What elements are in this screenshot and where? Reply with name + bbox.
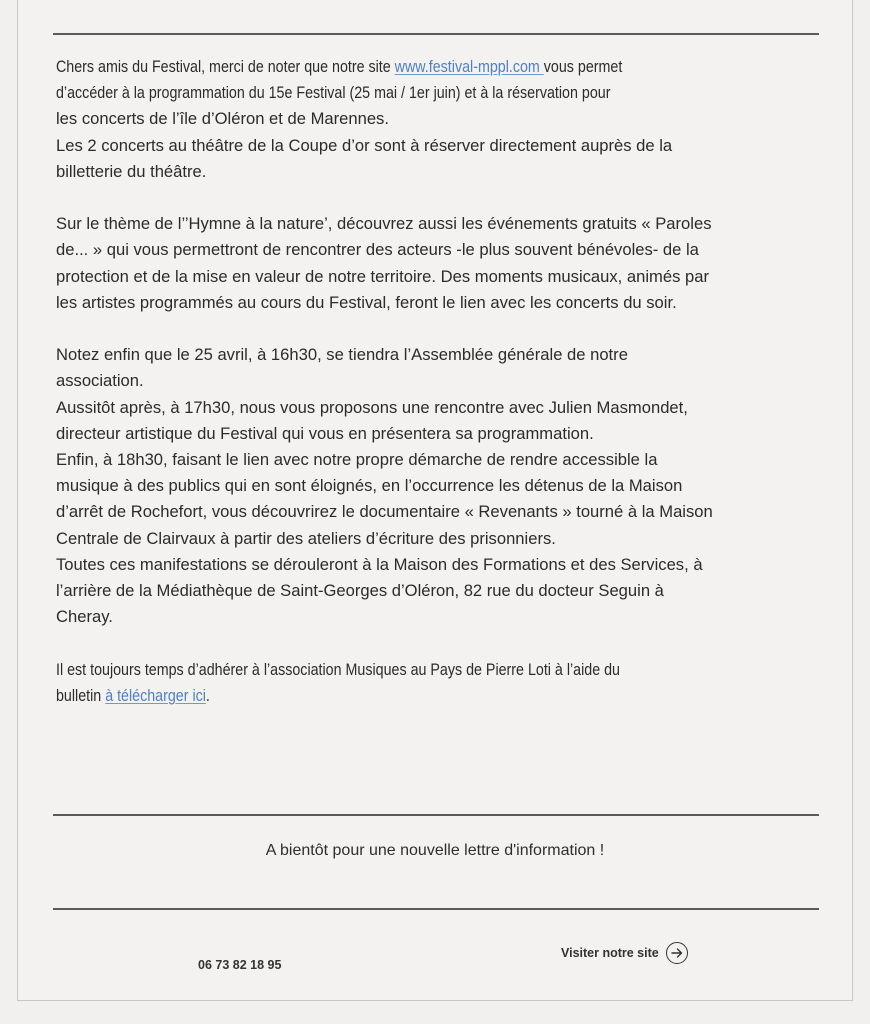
divider-bottom	[53, 908, 819, 910]
paragraph-4-line-2: bulletin à télécharger ici.	[56, 685, 210, 705]
paragraph-2-line: protection et de la mise en valeur de notre territoire. Des moments musicaux, animés par	[56, 266, 709, 286]
phone-number: 06 73 82 18 95	[198, 958, 282, 972]
visit-site-label: Visiter notre site	[561, 946, 659, 960]
paragraph-2-line: Sur le thème de l’’Hymne à la nature’, découvrez aussi les événements gratuits « Paroles	[56, 214, 712, 234]
visit-site-button[interactable]	[561, 942, 688, 964]
paragraph-3-line: d’arrêt de Rochefort, vous découvrirez le documentaire « Revenants » tourné à la Maison	[56, 502, 713, 522]
arrow-right-icon	[671, 948, 683, 958]
divider-top	[53, 33, 819, 35]
paragraph-3-line: l’arrière de la Médiathèque de Saint-Georges d’Oléron, 82 rue du docteur Seguin à	[56, 581, 664, 601]
paragraph-3-line: Cheray.	[56, 607, 113, 627]
paragraph-1-line-3: les concerts de l’île d’Oléron et de Marennes.	[56, 109, 389, 129]
paragraph-3-line: Enfin, à 18h30, faisant le lien avec notre propre démarche de rendre accessible la	[56, 450, 658, 470]
paragraph-2-line: les artistes programmés au cours du Festival, feront le lien avec les concerts du soir.	[56, 292, 677, 312]
paragraph-3-line: Aussitôt après, à 17h30, nous vous proposons une rencontre avec Julien Masmondet,	[56, 397, 688, 417]
paragraph-3-line: Centrale de Clairvaux à partir des ateliers d’écriture des prisonniers.	[56, 528, 556, 548]
paragraph-3-line: association.	[56, 371, 144, 391]
newsletter-body	[56, 54, 836, 709]
download-bulletin-link[interactable]: à télécharger ici	[105, 685, 206, 705]
paragraph-3-line: Toutes ces manifestations se dérouleront à la Maison des Formations et des Services, à	[56, 554, 703, 574]
paragraph-3-line: Notez enfin que le 25 avril, à 16h30, se tiendra l’Assemblée générale de notre	[56, 345, 628, 365]
paragraph-2-line: de... » qui vous permettront de rencontrer des acteurs -le plus souvent bénévoles- de la	[56, 240, 699, 260]
paragraph-3-line: musique à des publics qui en sont éloignés, en l’occurrence les détenus de la Maison	[56, 476, 683, 496]
paragraph-1-line-5: billetterie du théâtre.	[56, 161, 207, 181]
paragraph-1-line-2: d’accéder à la programmation du 15e Festival (25 mai / 1er juin) et à la réservation pour	[56, 83, 611, 103]
paragraph-1-line-1: Chers amis du Festival, merci de noter que notre site www.festival-mppl.com vous permet	[56, 57, 623, 76]
paragraph-4-line-1: Il est toujours temps d’adhérer à l’association Musiques au Pays de Pierre Loti à l’aide du	[56, 659, 620, 679]
closing-message: A bientôt pour une nouvelle lettre d'information !	[265, 842, 605, 859]
paragraph-3-line: directeur artistique du Festival qui vous en présentera sa programmation.	[56, 423, 594, 443]
paragraph-1-line-4: Les 2 concerts au théâtre de la Coupe d’or sont à réserver directement auprès de la	[56, 135, 673, 155]
festival-site-link[interactable]: www.festival-mppl.com	[394, 57, 544, 76]
arrow-right-circle-icon	[666, 942, 688, 964]
divider-middle	[53, 814, 819, 816]
